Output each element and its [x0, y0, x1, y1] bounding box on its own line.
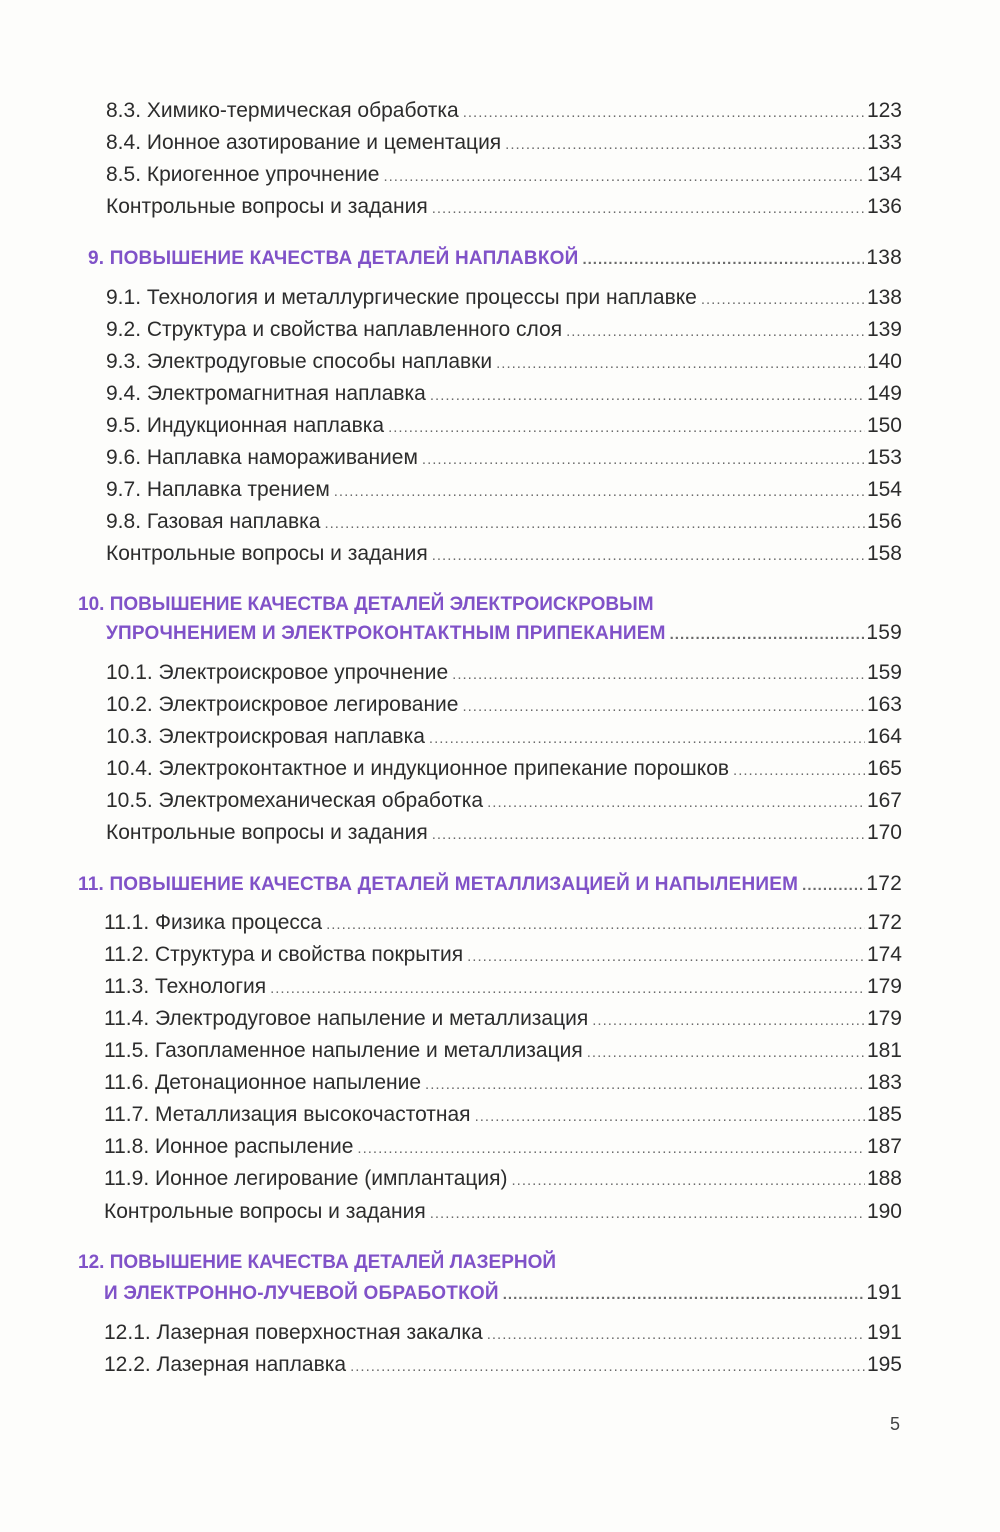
- toc-entry-title: 11.2. Структура и свойства покрытия: [104, 943, 464, 966]
- toc-entry-page: 191: [866, 1281, 902, 1304]
- toc-entry-title: Контрольные вопросы и задания: [104, 1200, 426, 1223]
- toc-entry: [106, 285, 902, 313]
- leader-dots: [334, 479, 865, 505]
- toc-entry-page: 174: [866, 943, 902, 966]
- toc-entry-title: 11.7. Металлизация высокочастотная: [104, 1103, 471, 1126]
- toc-entry-page: 163: [866, 693, 902, 716]
- toc-entry: [104, 1134, 902, 1162]
- toc-entry: [106, 98, 902, 126]
- toc-entry: [104, 1352, 902, 1380]
- toc-entry-title: 11.1. Физика процесса: [104, 911, 323, 934]
- toc-entry-title: 10.5. Электромеханическая обработка: [106, 789, 484, 812]
- toc-entry: [104, 942, 902, 970]
- leader-dots: [388, 415, 865, 441]
- leader-dots: [350, 1354, 865, 1380]
- toc-entry: [104, 1038, 902, 1066]
- toc-chapter-heading: [88, 245, 902, 273]
- leader-dots: [670, 622, 865, 648]
- leader-dots: [566, 319, 865, 345]
- toc-entry-page: 133: [866, 131, 902, 154]
- toc-entry: [106, 509, 902, 537]
- toc-entry-title: 12.1. Лазерная поверхностная закалка: [104, 1321, 483, 1344]
- toc-entry-page: 159: [866, 621, 902, 644]
- toc-entry-page: 195: [866, 1353, 902, 1376]
- toc-entry-page: 153: [866, 446, 902, 469]
- leader-dots: [802, 873, 864, 899]
- leader-dots: [733, 758, 865, 784]
- toc-entry: [106, 756, 902, 784]
- leader-dots: [582, 247, 864, 273]
- toc-entry: [106, 541, 902, 569]
- toc-entry-page: 183: [866, 1071, 902, 1094]
- toc-chapter-title: 11. ПОВЫШЕНИЕ КАЧЕСТВА ДЕТАЛЕЙ МЕТАЛЛИЗАЦИЕЙ И НАПЫЛЕНИЕМ: [78, 874, 799, 895]
- toc-entry-page: 190: [866, 1200, 902, 1223]
- leader-dots: [505, 132, 865, 158]
- toc-entry-page: 150: [866, 414, 902, 437]
- toc-entry-page: 140: [866, 350, 902, 373]
- toc-entry-title: 9.7. Наплавка трением: [106, 478, 330, 501]
- toc-entry: [106, 381, 902, 409]
- toc-entry: [106, 413, 902, 441]
- leader-dots: [452, 662, 865, 688]
- leader-dots: [463, 100, 865, 126]
- leader-dots: [587, 1040, 865, 1066]
- toc-chapter-title-line1: 10. ПОВЫШЕНИЕ КАЧЕСТВА ДЕТАЛЕЙ ЭЛЕКТРОИСКРОВЫМ: [78, 594, 654, 615]
- toc-entry: [104, 1070, 902, 1098]
- toc-entry-page: 164: [866, 725, 902, 748]
- leader-dots: [326, 912, 865, 938]
- toc-entry-page: 123: [866, 99, 902, 122]
- toc-entry-page: 172: [866, 872, 902, 895]
- toc-entry-page: 149: [866, 382, 902, 405]
- toc-entry: [106, 317, 902, 345]
- leader-dots: [487, 790, 865, 816]
- leader-dots: [357, 1136, 865, 1162]
- leader-dots: [430, 383, 865, 409]
- toc-chapter-title: УПРОЧНЕНИЕМ И ЭЛЕКТРОКОНТАКТНЫМ ПРИПЕКАНИЕМ: [106, 623, 666, 644]
- leader-dots: [425, 1072, 865, 1098]
- toc-entry-page: 156: [866, 510, 902, 533]
- toc-entry: [106, 692, 902, 720]
- toc-entry-page: 172: [866, 911, 902, 934]
- toc-entry: [106, 130, 902, 158]
- toc-entry-page: 170: [866, 821, 902, 844]
- toc-entry-title: 10.1. Электроискровое упрочнение: [106, 661, 449, 684]
- leader-dots: [487, 1322, 865, 1348]
- toc-entry: [104, 1006, 902, 1034]
- leader-dots: [496, 351, 865, 377]
- toc-chapter-heading: [78, 871, 902, 899]
- toc-entry: [106, 162, 902, 190]
- toc-entry-page: 154: [866, 478, 902, 501]
- toc-entry-page: 187: [866, 1135, 902, 1158]
- leader-dots: [422, 447, 865, 473]
- toc-chapter-heading: [106, 620, 902, 648]
- leader-dots: [324, 511, 865, 537]
- toc-entry-title: 9.2. Структура и свойства наплавленного слоя: [106, 318, 563, 341]
- toc-entry-title: 9.4. Электромагнитная наплавка: [106, 382, 426, 405]
- toc-entry: [106, 788, 902, 816]
- leader-dots: [512, 1168, 865, 1194]
- toc-entry-title: 9.3. Электродуговые способы наплавки: [106, 350, 493, 373]
- toc-entry-page: 139: [866, 318, 902, 341]
- toc-entry-page: 167: [866, 789, 902, 812]
- leader-dots: [430, 1201, 865, 1227]
- toc-chapter-heading: [104, 1280, 902, 1308]
- toc-entry-page: 159: [866, 661, 902, 684]
- toc-entry-title: 8.3. Химико-термическая обработка: [106, 99, 459, 122]
- toc-entry: [104, 910, 902, 938]
- leader-dots: [503, 1282, 865, 1308]
- toc-entry-title: 10.2. Электроискровое легирование: [106, 693, 459, 716]
- page-number: 5: [889, 1414, 900, 1434]
- toc-entry: [106, 194, 902, 222]
- leader-dots: [432, 196, 865, 222]
- toc-entry: [104, 974, 902, 1002]
- toc-entry: [104, 1102, 902, 1130]
- toc-entry-page: 185: [866, 1103, 902, 1126]
- toc-entry: [106, 477, 902, 505]
- leader-dots: [270, 976, 865, 1002]
- leader-dots: [432, 822, 865, 848]
- leader-dots: [462, 694, 865, 720]
- toc-entry-page: 136: [866, 195, 902, 218]
- toc-chapter-title: И ЭЛЕКТРОННО-ЛУЧЕВОЙ ОБРАБОТКОЙ: [104, 1283, 499, 1304]
- toc-entry-page: 134: [866, 163, 902, 186]
- toc-entry-title: 9.5. Индукционная наплавка: [106, 414, 385, 437]
- toc-entry-page: 158: [866, 542, 902, 565]
- toc-entry-title: 8.5. Криогенное упрочнение: [106, 163, 380, 186]
- toc-entry: [106, 349, 902, 377]
- leader-dots: [467, 944, 865, 970]
- leader-dots: [429, 726, 865, 752]
- toc-entry-page: 165: [866, 757, 902, 780]
- toc-entry-title: 11.3. Технология: [104, 975, 267, 998]
- toc-entry-title: 11.9. Ионное легирование (имплантация): [104, 1167, 508, 1190]
- toc-entry-page: 191: [866, 1321, 902, 1344]
- toc-entry-page: 181: [866, 1039, 902, 1062]
- leader-dots: [475, 1104, 865, 1130]
- toc-entry-title: 9.1. Технология и металлургические процессы при наплавке: [106, 286, 697, 309]
- toc-entry-title: 11.5. Газопламенное напыление и металлизация: [104, 1039, 583, 1062]
- toc-entry-page: 188: [866, 1167, 902, 1190]
- toc-entry-title: 10.3. Электроискровая наплавка: [106, 725, 425, 748]
- toc-entry-page: 179: [866, 1007, 902, 1030]
- toc-entry-title: 8.4. Ионное азотирование и цементация: [106, 131, 502, 154]
- toc-entry-title: Контрольные вопросы и задания: [106, 821, 428, 844]
- toc-chapter-title-line1: 12. ПОВЫШЕНИЕ КАЧЕСТВА ДЕТАЛЕЙ ЛАЗЕРНОЙ: [78, 1252, 557, 1273]
- leader-dots: [383, 164, 865, 190]
- toc-entry: [106, 660, 902, 688]
- toc-entry-page: 138: [866, 286, 902, 309]
- toc-entry: [104, 1320, 902, 1348]
- toc-entry-title: 10.4. Электроконтактное и индукционное припекание порошков: [106, 757, 730, 780]
- toc-entry-title: 11.4. Электродуговое напыление и металлизация: [104, 1007, 589, 1030]
- toc-entry: [106, 445, 902, 473]
- toc-entry-title: 9.6. Наплавка намораживанием: [106, 446, 418, 469]
- toc-entry-title: 11.8. Ионное распыление: [104, 1135, 354, 1158]
- toc-entry-title: 11.6. Детонационное напыление: [104, 1071, 422, 1094]
- toc-entry-title: 12.2. Лазерная наплавка: [104, 1353, 347, 1376]
- toc-entry-title: 9.8. Газовая наплавка: [106, 510, 321, 533]
- toc-entry: [104, 1199, 902, 1227]
- toc-entry: [104, 1166, 902, 1194]
- leader-dots: [701, 287, 865, 313]
- toc-chapter-title: 9. ПОВЫШЕНИЕ КАЧЕСТВА ДЕТАЛЕЙ НАПЛАВКОЙ: [88, 248, 579, 269]
- toc-entry-page: 179: [866, 975, 902, 998]
- toc-entry: [106, 724, 902, 752]
- toc-entry-title: Контрольные вопросы и задания: [106, 195, 428, 218]
- toc-entry-title: Контрольные вопросы и задания: [106, 542, 428, 565]
- leader-dots: [432, 543, 865, 569]
- toc-entry: [106, 820, 902, 848]
- toc-entry-page: 138: [866, 246, 902, 269]
- leader-dots: [592, 1008, 865, 1034]
